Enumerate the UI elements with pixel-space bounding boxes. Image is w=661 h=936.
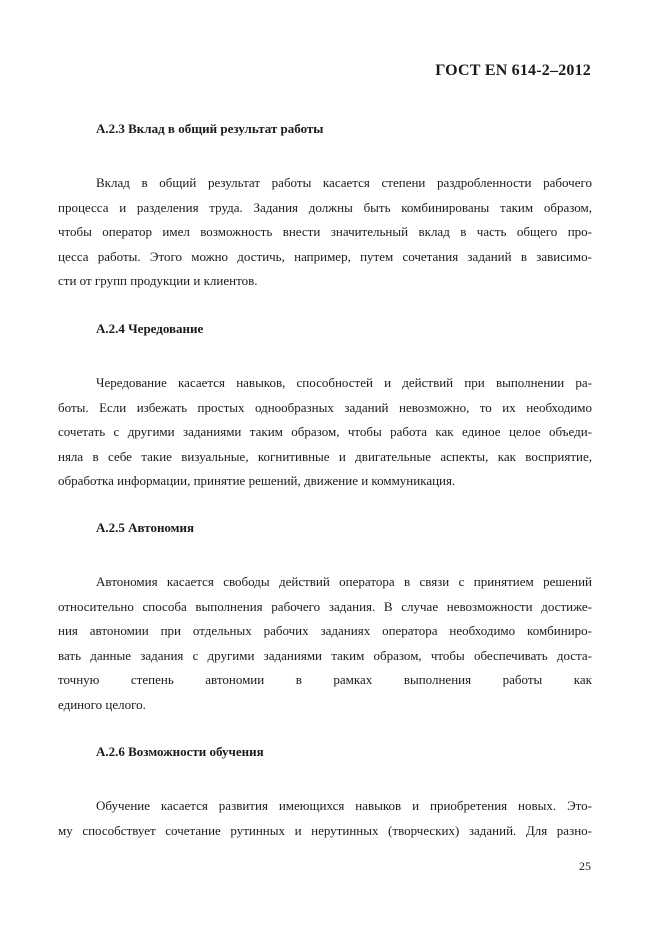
paragraph-line: сочетать с другими заданиями таким образом, чтобы работа как единое целое объеди- — [58, 424, 592, 440]
section-heading: А.2.5 Автономия — [96, 520, 195, 535]
paragraph-line: процесса и разделения труда. Задания должны быть комбинированы таким образом, — [58, 199, 592, 215]
paragraph-line: боты. Если избежать простых однообразных заданий невозможно, то их необходимо — [58, 399, 592, 415]
paragraph-line: цесса работы. Этого можно достичь, например, путем сочетания заданий в зависимо- — [58, 248, 592, 264]
paragraph-line: Вклад в общий результат работы касается степени раздробленности рабочего — [96, 175, 592, 190]
section-paragraph — [58, 371, 592, 494]
paragraph-line: Чередование касается навыков, способностей и действий при выполнении ра- — [96, 375, 592, 390]
section-a-2-3 — [58, 120, 592, 294]
paragraph-line: Автономия касается свободы действий оператора в связи с принятием решений — [96, 574, 592, 589]
paragraph-line: Обучение касается развития имеющихся навыков и приобретения новых. Это- — [96, 798, 592, 813]
paragraph-line: вать данные задания с другими заданиями таким образом, чтобы обеспечивать доста- — [58, 647, 592, 663]
page-number: 25 — [579, 859, 591, 873]
paragraph-line: обработка информации, принятие решений, движение и коммуникация. — [58, 473, 456, 489]
section-heading: А.2.3 Вклад в общий результат работы — [96, 121, 324, 136]
section-paragraph — [58, 794, 592, 843]
paragraph-line: относительно способа выполнения рабочего задания. В случае невозможности достиже- — [58, 598, 592, 614]
section-heading: А.2.4 Чередование — [96, 321, 204, 336]
section-a-2-6 — [58, 743, 592, 843]
section-paragraph — [58, 570, 592, 718]
standard-code-header: ГОСТ EN 614-2–2012 — [435, 62, 591, 79]
paragraph-line: чтобы оператор имел возможность внести значительный вклад в часть общего про- — [58, 224, 592, 240]
paragraph-line: ния автономии при отдельных рабочих заданиях оператора необходимо комбиниро- — [58, 623, 592, 639]
paragraph-line: сти от групп продукции и клиентов. — [58, 273, 258, 289]
section-heading: А.2.6 Возможности обучения — [96, 744, 264, 759]
paragraph-line: му способствует сочетание рутинных и нерутинных (творческих) заданий. Для разно- — [58, 822, 592, 838]
section-a-2-4 — [58, 320, 592, 494]
paragraph-line: няла в себе такие визуальные, когнитивные и двигательные аспекты, как восприятие, — [58, 448, 592, 464]
paragraph-line: точную степень автономии в рамках выполнения работы как — [58, 672, 592, 688]
paragraph-line: единого целого. — [58, 696, 146, 712]
section-paragraph — [58, 171, 592, 294]
section-a-2-5 — [58, 519, 592, 718]
